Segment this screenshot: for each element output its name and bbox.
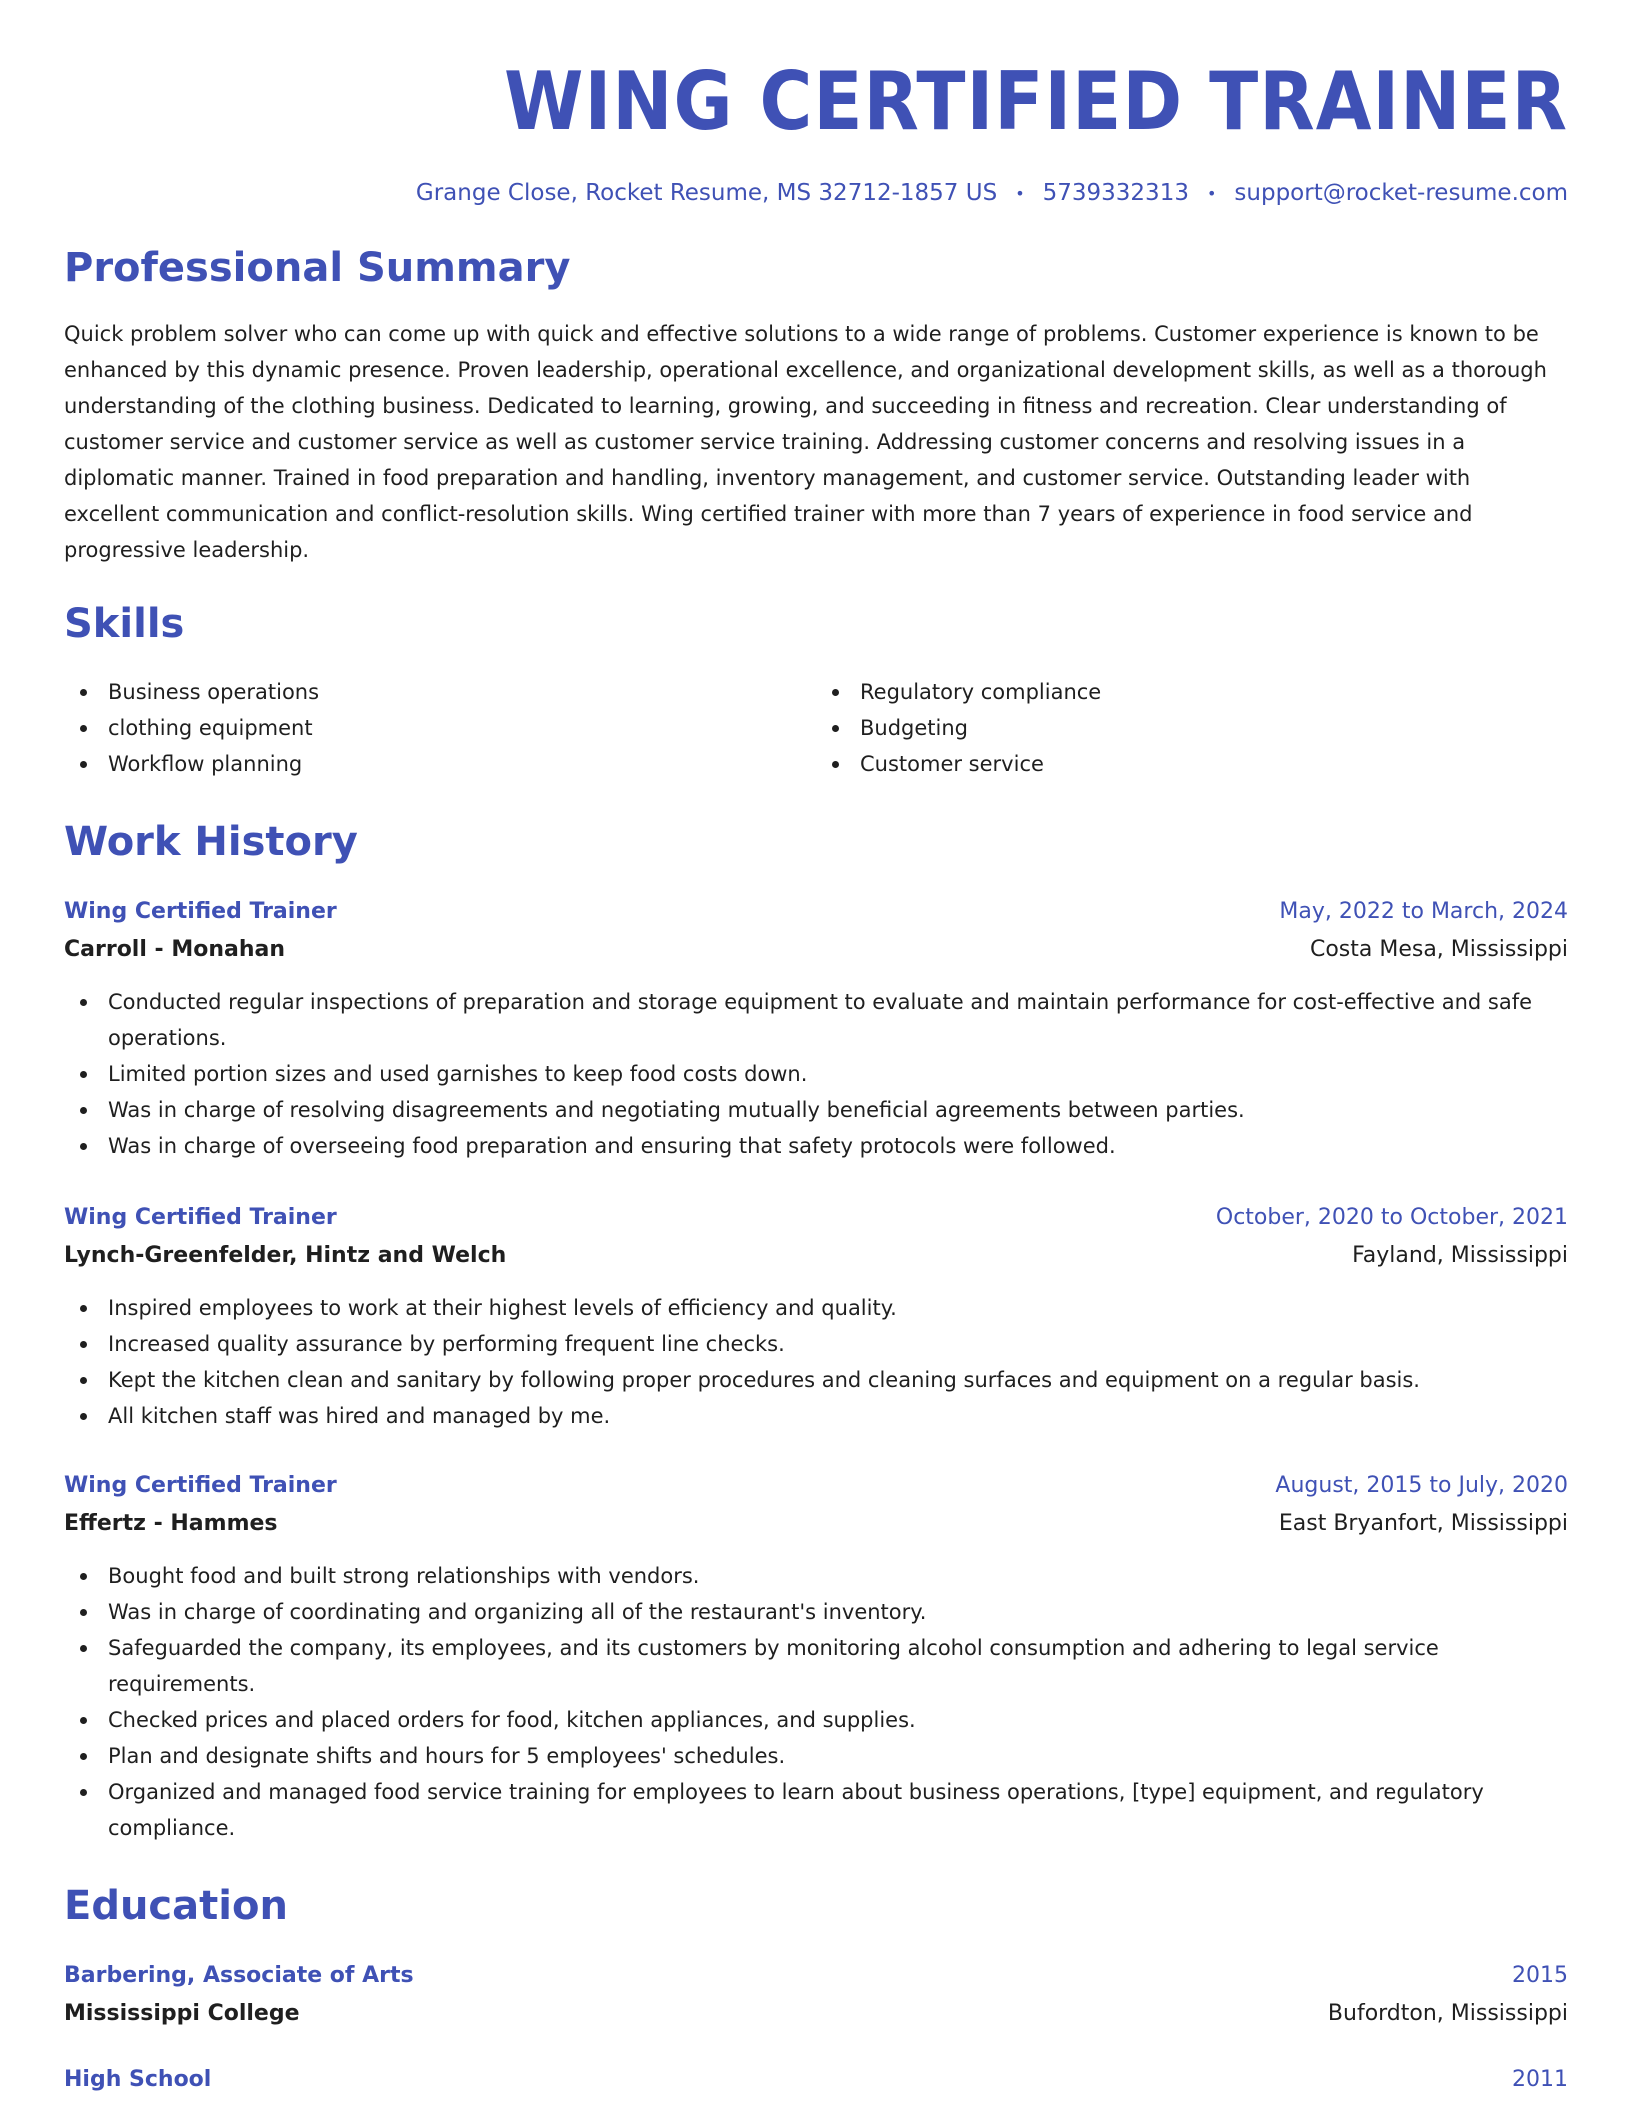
- job-bullet: Limited portion sizes and used garnishes to keep food costs down.: [64, 1056, 1568, 1092]
- skills-grid: [64, 674, 1568, 782]
- job-location: Fayland, Mississippi: [1352, 1243, 1568, 1268]
- job-bullet: Inspired employees to work at their highest levels of efficiency and quality.: [64, 1290, 1568, 1326]
- job-bullet: Organized and managed food service training for employees to learn about business operations, [type] equipment, and regulatory compliance.: [64, 1774, 1568, 1846]
- job-bullet: Plan and designate shifts and hours for 5 employees' schedules.: [64, 1738, 1568, 1774]
- skill-item: Business operations: [64, 674, 816, 710]
- section-title-education: Education: [64, 1883, 288, 1929]
- skills-column-right: [816, 674, 1568, 782]
- job-bullet: Was in charge of overseeing food preparation and ensuring that safety protocols were followed.: [64, 1128, 1568, 1164]
- job-location: Costa Mesa, Mississippi: [1309, 937, 1568, 962]
- job-dates: August, 2015 to July, 2020: [1275, 1473, 1568, 1498]
- job-location: East Bryanfort, Mississippi: [1278, 1511, 1568, 1536]
- resume-name: WING CERTIFIED TRAINER: [504, 55, 1568, 148]
- contact-line: [64, 180, 1568, 206]
- job-entry: [64, 896, 1568, 1164]
- contact-separator: •: [1015, 184, 1025, 203]
- skill-item: Customer service: [816, 746, 1568, 782]
- job-bullets: [64, 984, 1568, 1164]
- job-bullet: Kept the kitchen clean and sanitary by following proper procedures and cleaning surfaces and equipment on a regular basis.: [64, 1362, 1568, 1398]
- skill-item: Regulatory compliance: [816, 674, 1568, 710]
- education-year: 2015: [1512, 1963, 1568, 1988]
- job-company: Effertz - Hammes: [64, 1511, 278, 1536]
- job-dates: October, 2020 to October, 2021: [1215, 1205, 1568, 1230]
- education-year: 2011: [1512, 2067, 1568, 2092]
- contact-address: Grange Close, Rocket Resume, MS 32712-1857 US: [415, 180, 998, 206]
- job-bullets: [64, 1290, 1568, 1434]
- education-entry: [64, 2064, 1568, 2096]
- skill-item: Budgeting: [816, 710, 1568, 746]
- job-company: Lynch-Greenfelder, Hintz and Welch: [64, 1243, 507, 1268]
- summary-text: Quick problem solver who can come up with quick and effective solutions to a wide range of problems. Customer experience is known to be enhanced by this dynamic presence. Proven leadership, operational excellence, and organizational development skills, as well as a thorough understanding of the clothing business. Dedicated to learning, growing, and succeeding in fitness and recreation. Clear understanding of customer service and customer service as well as customer service training. Addressing customer concerns and resolving issues in a diplomatic manner. Trained in food preparation and handling, inventory management, and customer service. Outstanding leader with excellent communication and conflict-resolution skills. Wing certified trainer with more than 7 years of experience in food service and progressive leadership.: [64, 322, 1547, 562]
- section-title-summary: Professional Summary: [64, 245, 571, 291]
- job-role: Wing Certified Trainer: [64, 1205, 337, 1230]
- job-bullet: Was in charge of resolving disagreements and negotiating mutually beneficial agreements between parties.: [64, 1092, 1568, 1128]
- job-bullets: [64, 1558, 1568, 1846]
- job-bullet: Safeguarded the company, its employees, and its customers by monitoring alcohol consumption and adhering to legal service requirements.: [64, 1630, 1568, 1702]
- job-dates: May, 2022 to March, 2024: [1279, 899, 1568, 924]
- job-bullet: Was in charge of coordinating and organizing all of the restaurant's inventory.: [64, 1594, 1568, 1630]
- education-degree: Barbering, Associate of Arts: [64, 1963, 414, 1988]
- section-title-skills: Skills: [64, 601, 185, 647]
- contact-phone: 5739332313: [1042, 180, 1189, 206]
- education-school: Mississippi College: [64, 2001, 300, 2026]
- job-bullet: Conducted regular inspections of preparation and storage equipment to evaluate and maintain performance for cost-effective and safe operations.: [64, 984, 1568, 1056]
- job-role: Wing Certified Trainer: [64, 899, 337, 924]
- job-entry: [64, 1202, 1568, 1434]
- education-entry: [64, 1960, 1568, 2030]
- skill-item: Workflow planning: [64, 746, 816, 782]
- job-bullet: All kitchen staff was hired and managed by me.: [64, 1398, 1568, 1434]
- contact-separator: •: [1206, 184, 1217, 203]
- job-bullet: Bought food and built strong relationships with vendors.: [64, 1558, 1568, 1594]
- contact-email: support@rocket-resume.com: [1234, 180, 1568, 206]
- education-location: Bufordton, Mississippi: [1327, 2001, 1568, 2026]
- education-degree: High School: [64, 2067, 212, 2092]
- skill-item: clothing equipment: [64, 710, 816, 746]
- job-company: Carroll - Monahan: [64, 937, 286, 962]
- job-bullet: Increased quality assurance by performing frequent line checks.: [64, 1326, 1568, 1362]
- job-bullet: Checked prices and placed orders for food, kitchen appliances, and supplies.: [64, 1702, 1568, 1738]
- job-role: Wing Certified Trainer: [64, 1473, 337, 1498]
- section-title-work-history: Work History: [64, 819, 358, 865]
- job-entry: [64, 1470, 1568, 1846]
- skills-column-left: [64, 674, 816, 782]
